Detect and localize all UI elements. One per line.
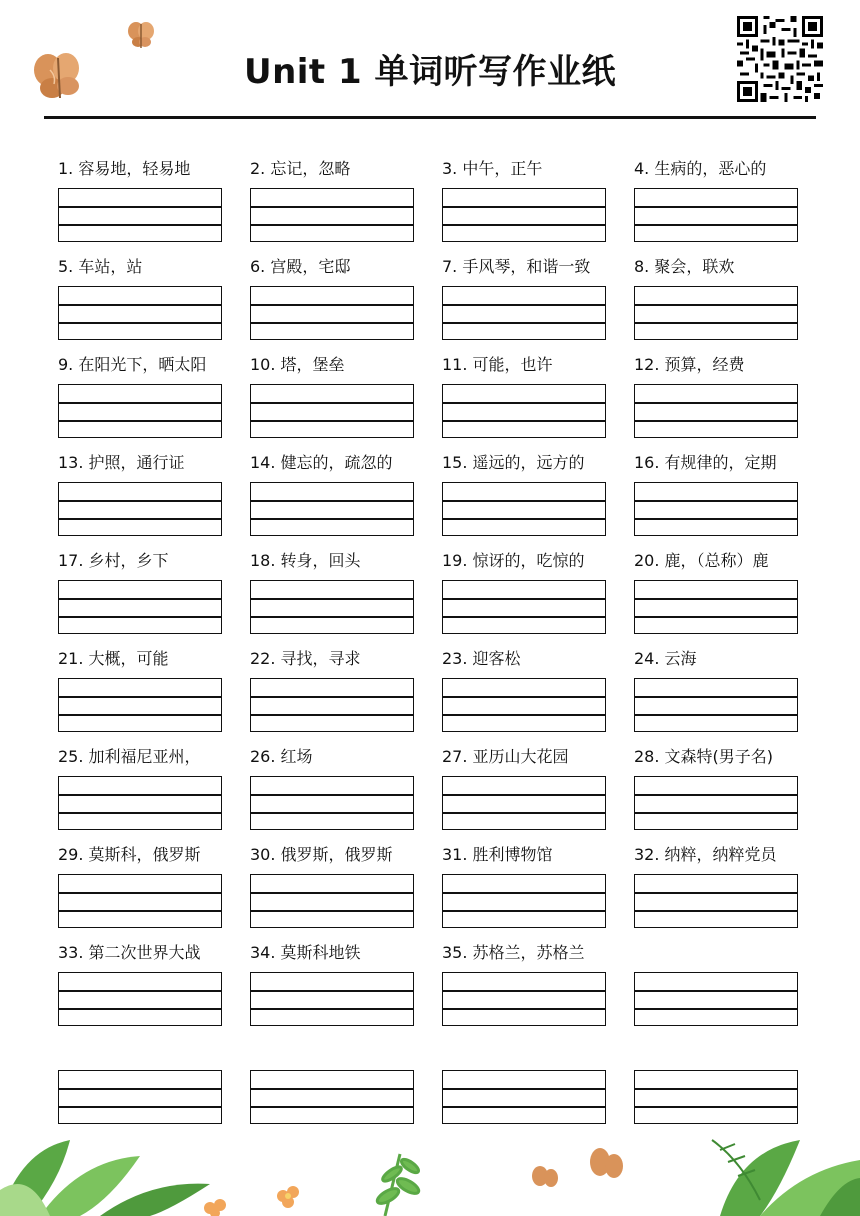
dictation-item: [634, 256, 800, 280]
item-label: 12. 预算，经费: [634, 355, 745, 374]
answer-box[interactable]: [634, 874, 798, 928]
item-label: 26. 红场: [250, 747, 313, 766]
writing-line: [443, 910, 605, 912]
writing-line: [251, 794, 413, 796]
answer-box[interactable]: [58, 776, 222, 830]
writing-line: [443, 990, 605, 992]
item-label: 5. 车站，站: [58, 257, 143, 276]
item-label: 29. 莫斯科，俄罗斯: [58, 845, 201, 864]
writing-line: [59, 910, 221, 912]
writing-line: [443, 420, 605, 422]
item-label: 34. 莫斯科地铁: [250, 943, 361, 962]
dictation-item: [58, 354, 224, 378]
answer-box[interactable]: [250, 776, 414, 830]
item-label: 11. 可能，也许: [442, 355, 553, 374]
dictation-item: [58, 550, 224, 574]
writing-line: [443, 402, 605, 404]
dictation-item: [442, 452, 608, 476]
dictation-item: [634, 844, 800, 868]
writing-line: [59, 1106, 221, 1108]
answer-box[interactable]: [250, 384, 414, 438]
dictation-item: [634, 452, 800, 476]
dictation-item: [442, 354, 608, 378]
dictation-item: [250, 942, 416, 966]
writing-line: [443, 598, 605, 600]
writing-line: [251, 616, 413, 618]
writing-line: [635, 500, 797, 502]
item-label: 4. 生病的，恶心的: [634, 159, 767, 178]
item-label: 27. 亚历山大花园: [442, 747, 569, 766]
dictation-item: [442, 550, 608, 574]
writing-line: [443, 304, 605, 306]
answer-box[interactable]: [634, 188, 798, 242]
answer-box[interactable]: [442, 482, 606, 536]
answer-box[interactable]: [442, 972, 606, 1026]
dictation-item: [250, 550, 416, 574]
item-label: [58, 1040, 224, 1064]
item-label: 18. 转身，回头: [250, 551, 361, 570]
dictation-item: [58, 158, 224, 182]
answer-box[interactable]: [250, 874, 414, 928]
item-label: 28. 文森特(男子名): [634, 747, 774, 766]
dictation-item: [250, 844, 416, 868]
writing-line: [635, 1106, 797, 1108]
writing-line: [59, 598, 221, 600]
writing-line: [59, 812, 221, 814]
dictation-item: [634, 354, 800, 378]
answer-box[interactable]: [634, 1070, 798, 1124]
writing-line: [443, 696, 605, 698]
answer-box[interactable]: [634, 482, 798, 536]
dictation-item: [442, 844, 608, 868]
answer-box[interactable]: [58, 384, 222, 438]
item-label: 15. 遥远的，远方的: [442, 453, 585, 472]
writing-line: [251, 206, 413, 208]
dictation-item: [250, 158, 416, 182]
writing-line: [251, 696, 413, 698]
dictation-item: [442, 746, 608, 770]
dictation-item: [634, 746, 800, 770]
writing-line: [443, 616, 605, 618]
answer-box[interactable]: [58, 874, 222, 928]
writing-line: [635, 990, 797, 992]
writing-line: [635, 304, 797, 306]
item-label: 20. 鹿，（总称）鹿: [634, 551, 769, 570]
answer-box[interactable]: [250, 678, 414, 732]
dictation-item: [250, 354, 416, 378]
writing-line: [251, 1088, 413, 1090]
writing-line: [635, 616, 797, 618]
writing-line: [635, 598, 797, 600]
writing-line: [251, 910, 413, 912]
writing-line: [635, 322, 797, 324]
writing-line: [443, 1088, 605, 1090]
writing-line: [59, 794, 221, 796]
writing-line: [635, 1088, 797, 1090]
writing-line: [251, 304, 413, 306]
item-label: 7. 手风琴，和谐一致: [442, 257, 591, 276]
writing-line: [443, 1008, 605, 1010]
writing-line: [59, 616, 221, 618]
writing-line: [59, 1008, 221, 1010]
writing-line: [635, 420, 797, 422]
answer-box[interactable]: [58, 482, 222, 536]
answer-box[interactable]: [442, 188, 606, 242]
writing-line: [59, 892, 221, 894]
writing-line: [443, 812, 605, 814]
item-label: 21. 大概，可能: [58, 649, 169, 668]
writing-line: [59, 304, 221, 306]
answer-box[interactable]: [58, 286, 222, 340]
item-label: 6. 宫殿，宅邸: [250, 257, 351, 276]
writing-line: [59, 696, 221, 698]
writing-line: [635, 518, 797, 520]
item-label: 10. 塔，堡垒: [250, 355, 345, 374]
writing-line: [635, 1008, 797, 1010]
answer-box[interactable]: [58, 580, 222, 634]
answer-box[interactable]: [58, 1070, 222, 1124]
writing-line: [59, 224, 221, 226]
writing-line: [251, 500, 413, 502]
answer-box[interactable]: [58, 972, 222, 1026]
writing-line: [635, 892, 797, 894]
answer-box[interactable]: [442, 776, 606, 830]
writing-line: [251, 518, 413, 520]
dictation-item: [58, 648, 224, 672]
answer-box[interactable]: [442, 580, 606, 634]
writing-line: [251, 402, 413, 404]
dictation-item: [58, 256, 224, 280]
writing-line: [443, 794, 605, 796]
item-label: [250, 1040, 416, 1064]
writing-line: [251, 598, 413, 600]
writing-line: [443, 518, 605, 520]
writing-line: [59, 714, 221, 716]
item-label: 8. 聚会，联欢: [634, 257, 735, 276]
answer-box[interactable]: [250, 482, 414, 536]
dictation-item: [634, 648, 800, 672]
writing-line: [635, 696, 797, 698]
qr-code-icon: [737, 16, 823, 102]
answer-box[interactable]: [58, 678, 222, 732]
answer-box[interactable]: [634, 384, 798, 438]
writing-line: [443, 224, 605, 226]
writing-line: [59, 420, 221, 422]
writing-line: [635, 714, 797, 716]
answer-box[interactable]: [442, 1070, 606, 1124]
answer-box[interactable]: [634, 776, 798, 830]
item-label: 16. 有规律的，定期: [634, 453, 777, 472]
writing-line: [251, 812, 413, 814]
answer-box[interactable]: [250, 188, 414, 242]
item-label: 2. 忘记，忽略: [250, 159, 351, 178]
dictation-item: [58, 746, 224, 770]
writing-line: [635, 224, 797, 226]
answer-box[interactable]: [250, 1070, 414, 1124]
writing-line: [59, 402, 221, 404]
dictation-item: [250, 256, 416, 280]
writing-line: [59, 500, 221, 502]
writing-line: [635, 910, 797, 912]
dictation-item: [250, 1040, 416, 1064]
writing-line: [443, 714, 605, 716]
writing-line: [443, 892, 605, 894]
page-title: Unit 1 单词听写作业纸: [243, 52, 617, 92]
leaf-icon: [0, 1120, 860, 1216]
item-label: 25. 加利福尼亚州，: [58, 747, 201, 766]
item-label: 32. 纳粹，纳粹党员: [634, 845, 777, 864]
dictation-item: [58, 844, 224, 868]
answer-box[interactable]: [634, 286, 798, 340]
item-label: 17. 乡村，乡下: [58, 551, 169, 570]
dictation-item: [634, 550, 800, 574]
answer-box[interactable]: [250, 580, 414, 634]
writing-line: [635, 402, 797, 404]
writing-line: [635, 812, 797, 814]
writing-line: [443, 322, 605, 324]
answer-box[interactable]: [442, 874, 606, 928]
item-label: 9. 在阳光下，晒太阳: [58, 355, 207, 374]
answer-box[interactable]: [442, 384, 606, 438]
writing-line: [59, 518, 221, 520]
dictation-item: [58, 942, 224, 966]
writing-line: [635, 206, 797, 208]
dictation-item: [250, 648, 416, 672]
writing-line: [251, 990, 413, 992]
item-label: [634, 1040, 800, 1064]
dictation-item: [634, 1040, 800, 1064]
item-label: [442, 1040, 608, 1064]
dictation-item: [442, 1040, 608, 1064]
dictation-item: [634, 158, 800, 182]
answer-box[interactable]: [250, 972, 414, 1026]
writing-line: [251, 420, 413, 422]
dictation-item: [250, 452, 416, 476]
dictation-item: [58, 1040, 224, 1064]
answer-box[interactable]: [634, 678, 798, 732]
writing-line: [251, 892, 413, 894]
item-label: 23. 迎客松: [442, 649, 521, 668]
dictation-item: [442, 648, 608, 672]
answer-box[interactable]: [634, 580, 798, 634]
dictation-item: [442, 256, 608, 280]
item-label: [634, 942, 800, 966]
writing-line: [251, 714, 413, 716]
answer-box[interactable]: [58, 188, 222, 242]
item-label: 14. 健忘的，疏忽的: [250, 453, 393, 472]
writing-line: [443, 206, 605, 208]
answer-box[interactable]: [442, 678, 606, 732]
answer-box[interactable]: [634, 972, 798, 1026]
dictation-item: [634, 942, 800, 966]
writing-line: [59, 322, 221, 324]
item-label: 24. 云海: [634, 649, 697, 668]
writing-line: [443, 1106, 605, 1108]
item-label: 30. 俄罗斯，俄罗斯: [250, 845, 393, 864]
writing-line: [443, 500, 605, 502]
item-label: 31. 胜利博物馆: [442, 845, 553, 864]
writing-line: [59, 1088, 221, 1090]
dictation-item: [442, 158, 608, 182]
item-label: 1. 容易地，轻易地: [58, 159, 191, 178]
writing-line: [251, 1008, 413, 1010]
item-label: 35. 苏格兰，苏格兰: [442, 943, 585, 962]
header-divider: [44, 116, 816, 119]
dictation-item: [442, 942, 608, 966]
writing-line: [251, 1106, 413, 1108]
answer-box[interactable]: [442, 286, 606, 340]
writing-line: [635, 794, 797, 796]
flower-icon: [204, 1186, 299, 1216]
item-label: 33. 第二次世界大战: [58, 943, 201, 962]
writing-line: [251, 322, 413, 324]
item-label: 13. 护照，通行证: [58, 453, 185, 472]
answer-box[interactable]: [250, 286, 414, 340]
writing-line: [251, 224, 413, 226]
item-label: 19. 惊讶的，吃惊的: [442, 551, 585, 570]
dictation-item: [58, 452, 224, 476]
item-label: 3. 中午，正午: [442, 159, 543, 178]
writing-line: [59, 206, 221, 208]
writing-line: [59, 990, 221, 992]
dictation-item: [250, 746, 416, 770]
item-label: 22. 寻找，寻求: [250, 649, 361, 668]
